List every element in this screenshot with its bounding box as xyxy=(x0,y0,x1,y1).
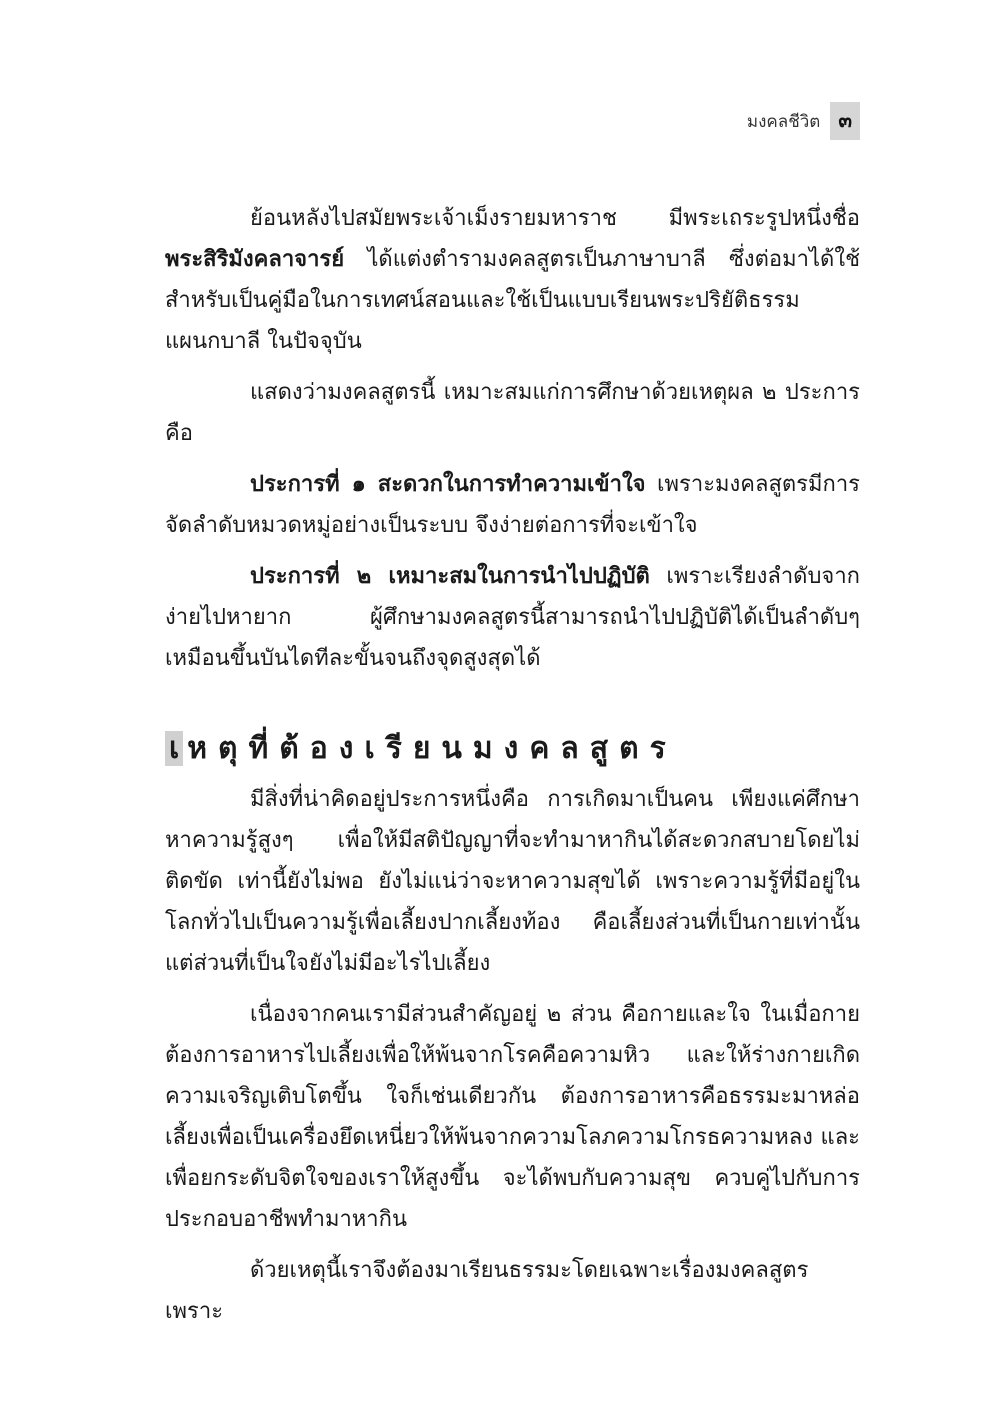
section-heading-initial: เ xyxy=(165,731,183,766)
section-heading-text: หตุที่ต้องเรียนมงคลสูตร xyxy=(187,731,677,766)
reasons-intro-paragraph: แสดงว่ามงคลสูตรนี้ เหมาะสมแก่การศึกษาด้วยเหตุผล ๒ ประการ คือ xyxy=(165,380,860,446)
body-paragraph-2: เนื่องจากคนเรามีส่วนสำคัญอยู่ ๒ ส่วน คือกายและใจ ในเมื่อกายต้องการอาหารไปเลี้ยงเพื่อให้พ้นจากโรคคือความหิว และให้ร่างกายเกิดความเจริญเติบโตขึ้น ใจก็เช่นเดียวกัน ต้องการอาหารคือธรรมะมาหล่อเลี้ยงเพื่อเป็นเครื่องยึดเหนี่ยวให้พ้นจากความโลภความโกรธความหลง และเพื่อยกระดับจิตใจของเราให้สูงขึ้น จะได้พบกับความสุข ควบคู่ไปกับการประกอบอาชีพทำมาหากิน xyxy=(165,1002,860,1232)
reason-2-paragraph: ประการที่ ๒ เหมาะสมในการนำไปปฏิบัติ เพราะเรียงลำดับจากง่ายไปหายาก ผู้ศึกษามงคลสูตรนี้สามารถนำไปปฏิบัติได้เป็นลำดับๆ เหมือนขึ้นบันไดทีละขั้นจนถึงจุดสูงสุดได้ xyxy=(165,564,861,671)
section-heading xyxy=(165,727,860,771)
page-body xyxy=(165,198,860,1342)
page-header xyxy=(747,102,860,140)
reason-1-paragraph: ประการที่ ๑ สะดวกในการทำความเข้าใจ เพราะมงคลสูตรมีการจัดลำดับหมวดหมู่อย่างเป็นระบบ จึงง่ายต่อการที่จะเข้าใจ xyxy=(165,472,860,538)
reason-1-title: ประการที่ ๑ สะดวกในการทำความเข้าใจ xyxy=(250,472,646,497)
body-paragraph-3: ด้วยเหตุนี้เราจึงต้องมาเรียนธรรมะโดยเฉพาะเรื่องมงคลสูตร เพราะ xyxy=(165,1258,809,1324)
intro-paragraph: ย้อนหลังไปสมัยพระเจ้าเม็งรายมหาราช มีพระเถระรูปหนึ่งชื่อ พระสิริมังคลาจารย์ ได้แต่งตำรามงคลสูตรเป็นภาษาบาลี ซึ่งต่อมาได้ใช้สำหรับเป็นคู่มือในการเทศน์สอนและใช้เป็นแบบเรียนพระปริยัติธรรม แผนกบาลี ในปัจจุบัน xyxy=(165,206,860,354)
author-name: พระสิริมังคลาจารย์ xyxy=(165,247,345,272)
running-title: มงคลชีวิต xyxy=(746,111,821,132)
body-paragraph-1: มีสิ่งที่น่าคิดอยู่ประการหนึ่งคือ การเกิดมาเป็นคน เพียงแค่ศึกษาหาความรู้สูงๆ เพื่อให้มีสติปัญญาที่จะทำมาหากินได้สะดวกสบายโดยไม่ติดขัด เท่านี้ยังไม่พอ ยังไม่แน่ว่าจะหาความสุขได้ เพราะความรู้ที่มีอยู่ในโลกทั่วไปเป็นความรู้เพื่อเลี้ยงปากเลี้ยงท้อง คือเลี้ยงส่วนที่เป็นกายเท่านั้น แต่ส่วนที่เป็นใจยังไม่มีอะไรไปเลี้ยง xyxy=(165,787,860,976)
reason-2-title: ประการที่ ๒ เหมาะสมในการนำไปปฏิบัติ xyxy=(250,564,650,589)
page-number: ๓ xyxy=(830,102,860,140)
